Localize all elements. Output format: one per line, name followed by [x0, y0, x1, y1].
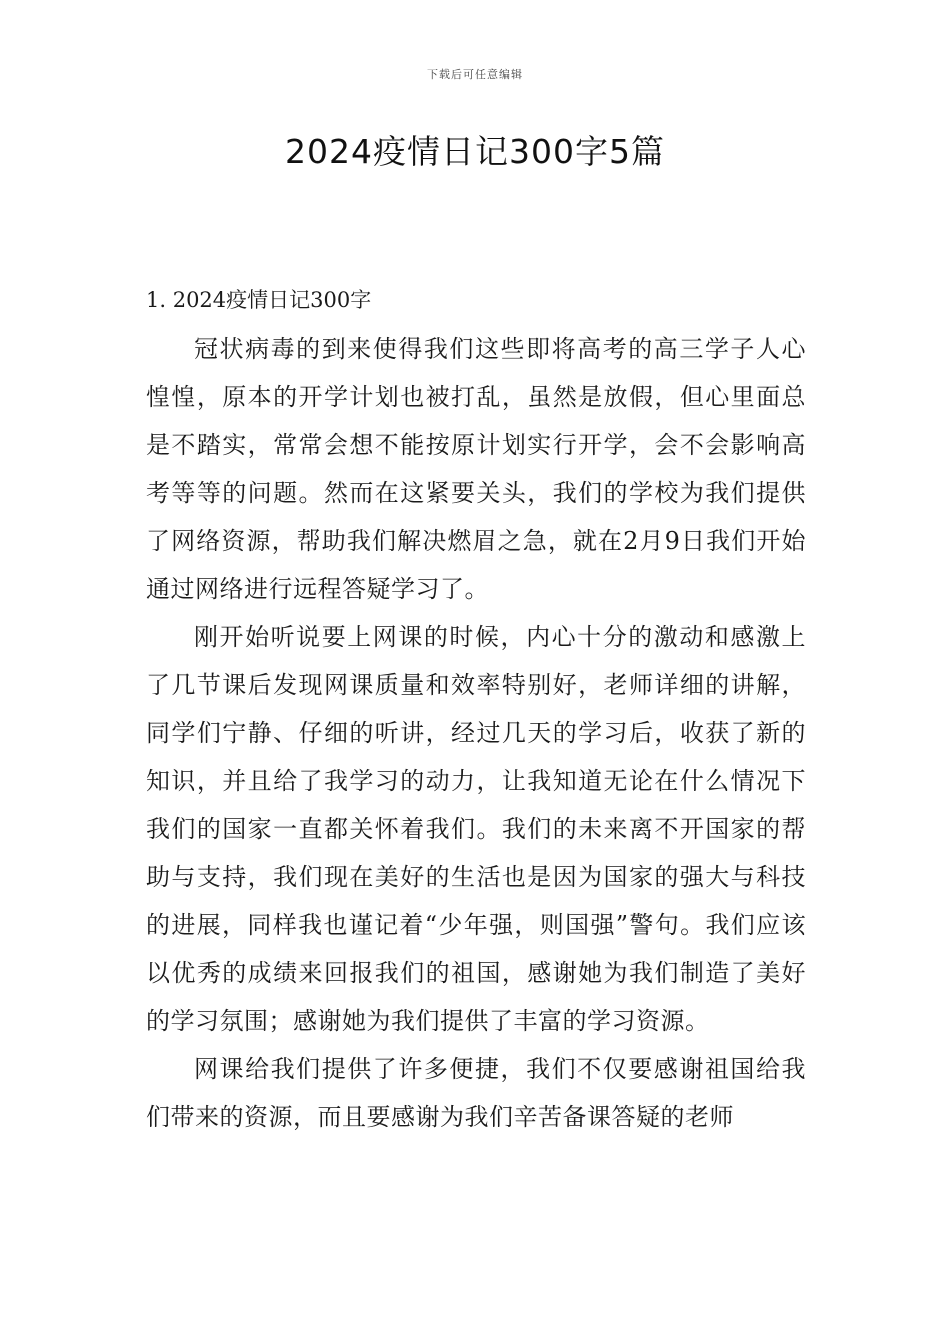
- paragraph-3: 网课给我们提供了许多便捷，我们不仅要感谢祖国给我们带来的资源，而且要感谢为我们辛苦备课答疑的老师: [146, 1055, 806, 1131]
- paragraph-2: 刚开始听说要上网课的时候，内心十分的激动和感激上了几节课后发现网课质量和效率特别好，老师详细的讲解，同学们宁静、仔细的听讲，经过几天的学习后，收获了新的知识，并且给了我学习的动力，让我知道无论在什么情况下我们的国家一直都关怀着我们。我们的未来离不开国家的帮助与支持，我们现在美好的生活也是因为国家的强大与科技的进展，同样我也谨记着“少年强，则国强”警句。我们应该以优秀的成绩来回报我们的祖国，感谢她为我们制造了美好的学习氛围；感谢她为我们提供了丰富的学习资源。: [146, 623, 806, 1035]
- section-heading: 1. 2024疫情日记300字: [146, 288, 372, 312]
- paragraph-1: 冠状病毒的到来使得我们这些即将高考的高三学子人心惶惶，原本的开学计划也被打乱，虽然是放假，但心里面总是不踏实，常常会想不能按原计划实行开学，会不会影响高考等等的问题。然而在这紧要关头，我们的学校为我们提供了网络资源，帮助我们解决燃眉之急，就在2月9日我们开始通过网络进行远程答疑学习了。: [146, 335, 806, 603]
- document-body: [146, 283, 806, 1141]
- document-title: 2024疫情日记300字5篇: [285, 132, 665, 171]
- header-note: 下载后可任意编辑: [427, 68, 523, 81]
